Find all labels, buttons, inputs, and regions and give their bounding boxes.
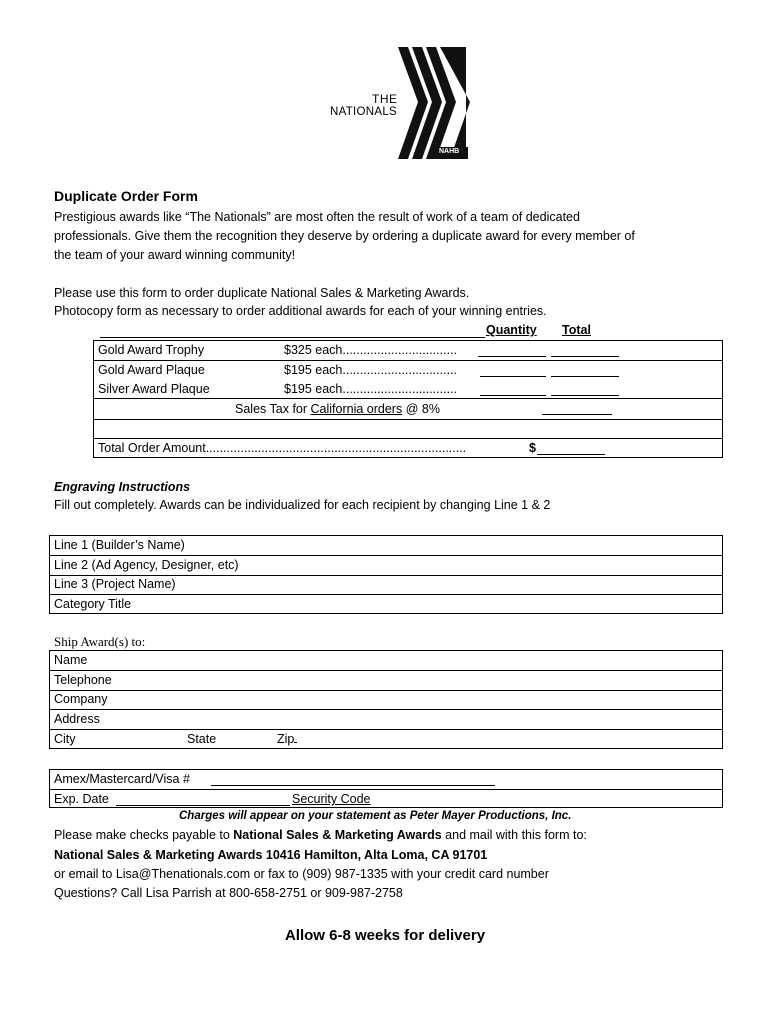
email-fax-line: or email to Lisa@Thenationals.com or fax to (909) 987-1335 with your credit card number [54,867,549,881]
use-line-2: Photocopy form as necessary to order additional awards for each of your winning entries. [54,304,547,318]
engraving-table [49,535,723,614]
item-price: $325 each................................. [284,343,457,357]
security-code-field[interactable]: Security Code [292,792,371,806]
category-title[interactable]: Category Title [54,597,132,611]
sales-tax-row [94,399,722,420]
intro-line-1: Prestigious awards like “The Nationals” are most often the result of work of a team of dedicated [54,210,580,224]
engraving-line-1[interactable]: Line 1 (Builder’s Name) [50,536,722,556]
item-price: $195 each................................. [284,363,457,377]
order-row-gold-plaque [94,361,722,380]
the-nationals-logo [330,47,470,162]
card-number-label: Amex/Mastercard/Visa # [54,772,190,786]
quantity-header: Quantity [486,323,537,337]
sales-tax-field[interactable] [542,400,612,415]
engraving-note: Fill out completely. Awards can be individualized for each recipient by changing Line 1 & 2 [54,498,551,512]
item-name: Silver Award Plaque [98,382,210,396]
ship-table [49,650,723,749]
quantity-field[interactable] [480,362,546,377]
charges-note: Charges will appear on your statement as Peter Mayer Productions, Inc. [179,810,572,822]
engraving-line-2[interactable]: Line 2 (Ad Agency, Designer, etc) [50,556,722,576]
engraving-line-3[interactable]: Line 3 (Project Name) [50,575,722,595]
exp-date-label: Exp. Date [54,792,109,806]
ship-company-field[interactable]: Company [50,690,722,710]
payment-table [49,769,723,808]
mailing-address: National Sales & Marketing Awards 10416 Hamilton, Alta Loma, CA 91701 [54,848,488,862]
total-order-label: Total Order Amount........................................................................... [98,441,467,455]
total-currency: $ [529,441,536,455]
checks-payee: National Sales & Marketing Awards [233,828,442,842]
questions-line: Questions? Call Lisa Parrish at 800-658-2751 or 909-987-2758 [54,886,403,900]
ship-state-field[interactable]: State [187,732,217,746]
total-header: Total [562,323,591,337]
exp-date-field[interactable] [116,791,290,806]
intro-line-2: professionals. Give them the recognition they deserve by ordering a duplicate award for every member of [54,229,635,243]
page-title: Duplicate Order Form [54,188,198,204]
item-name: Gold Award Trophy [98,343,205,357]
ship-city-row [50,730,722,749]
delivery-note: Allow 6-8 weeks for delivery [284,927,486,944]
total-field[interactable] [551,381,619,396]
intro-line-3: the team of your award winning community! [54,248,296,262]
checks-line: Please make checks payable to National Sales & Marketing Awards and mail with this form to: [54,828,587,842]
exp-security-row [50,790,722,808]
total-field[interactable] [551,342,619,357]
item-price: $195 each................................. [284,382,457,396]
logo-the-text: THE [372,92,398,106]
chevron-stripes-icon [330,47,470,162]
total-order-row [94,439,722,458]
total-field[interactable] [551,362,619,377]
quantity-field[interactable] [478,342,546,357]
california-orders-link: California orders [310,402,403,416]
logo-nationals-text: NATIONALS [330,106,398,118]
card-number-row [50,770,722,790]
order-table [93,340,723,458]
quantity-field[interactable] [480,381,546,396]
total-order-field[interactable] [537,440,605,455]
use-line-1: Please use this form to order duplicate National Sales & Marketing Awards. [54,286,470,300]
ship-name-field[interactable]: Name [50,651,722,671]
nahb-badge: NAHB [439,148,460,155]
order-row-gold-trophy [94,341,722,361]
blank-row [94,420,722,439]
order-row-silver-plaque [94,380,722,399]
ship-telephone-field[interactable]: Telephone [50,671,722,691]
ship-address-field[interactable]: Address [50,710,722,730]
header-rule [100,337,485,338]
sales-tax-label: Sales Tax for California orders @ 8% [235,402,440,416]
ship-zip-field[interactable]: Zip [277,730,297,749]
ship-city-field[interactable]: City [54,732,76,746]
ship-title: Ship Award(s) to: [54,634,146,649]
engraving-title: Engraving Instructions [54,480,191,494]
card-number-field[interactable] [211,771,495,786]
item-name: Gold Award Plaque [98,363,205,377]
